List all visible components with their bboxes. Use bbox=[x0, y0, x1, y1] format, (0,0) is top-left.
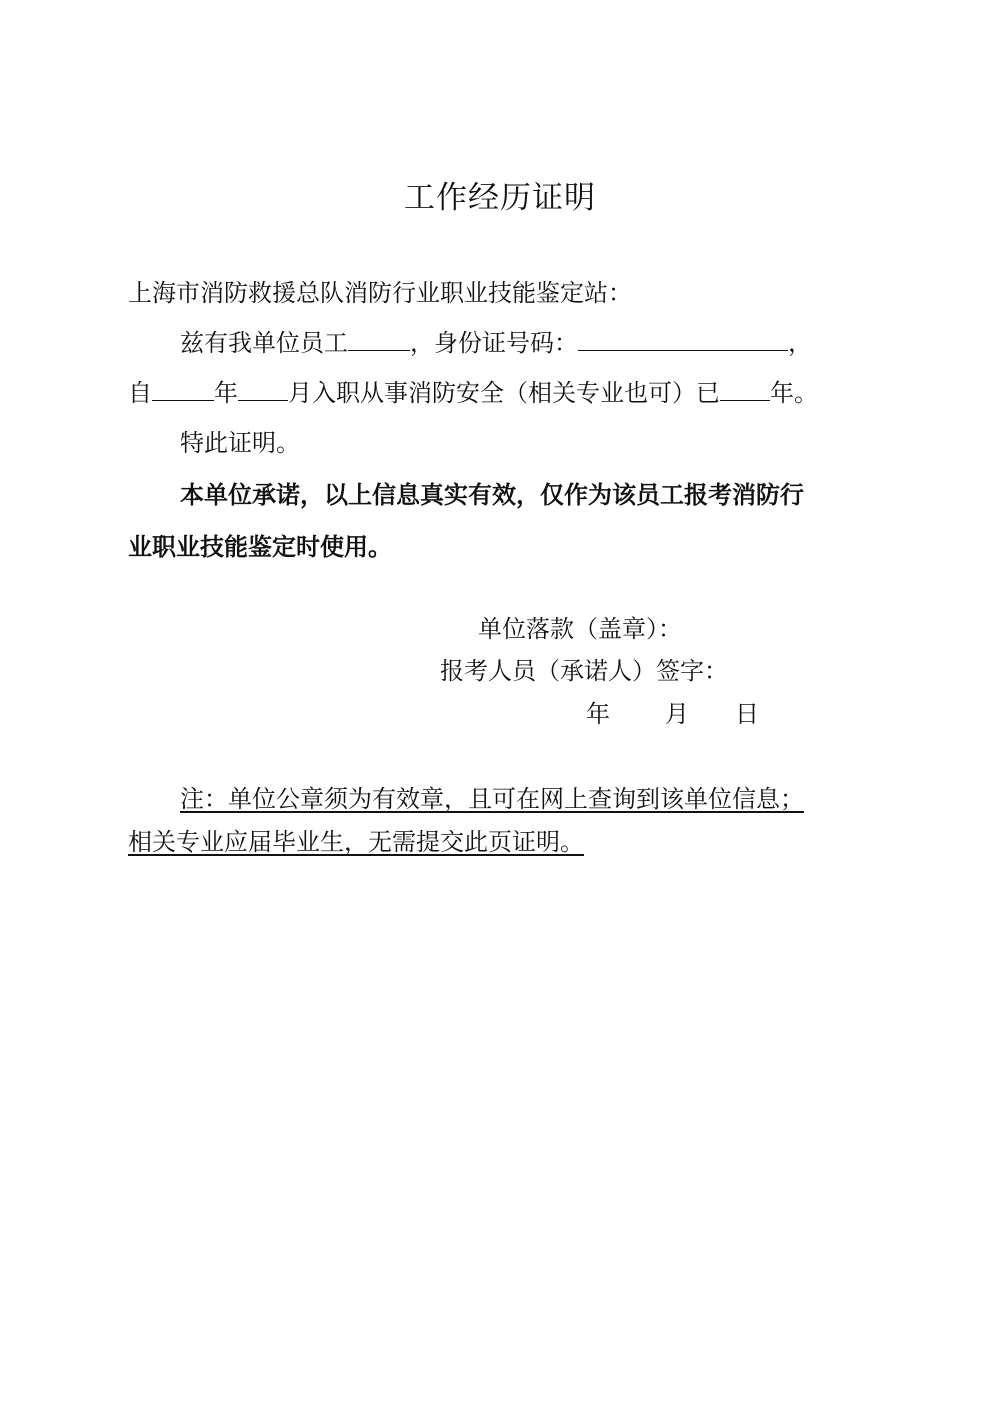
id-number-blank bbox=[578, 328, 788, 351]
note-line-2: 相关专业应届毕业生，无需提交此页证明。 bbox=[128, 828, 584, 856]
start-year-blank bbox=[152, 378, 214, 401]
year-text: 年 bbox=[214, 379, 238, 407]
employment-period-line bbox=[128, 376, 818, 410]
applicant-signature-label: 报考人员（承诺人）签字： bbox=[440, 657, 728, 685]
date-month-label: 月 bbox=[665, 700, 689, 728]
date-year-label: 年 bbox=[586, 700, 610, 728]
employee-name-blank bbox=[348, 328, 410, 351]
salutation: 上海市消防救援总队消防行业职业技能鉴定站： bbox=[128, 279, 632, 307]
start-month-blank bbox=[238, 378, 288, 401]
commitment-line-2: 业职业技能鉴定时使用。 bbox=[128, 533, 392, 561]
document-title: 工作经历证明 bbox=[404, 180, 596, 216]
years-count-blank bbox=[720, 378, 770, 401]
commitment-line-1: 本单位承诺，以上信息真实有效，仅作为该员工报考消防行 bbox=[180, 481, 804, 509]
employee-intro-text: 兹有我单位员工 bbox=[180, 329, 348, 357]
id-number-label: ，身份证号码： bbox=[410, 329, 578, 357]
years-end-text: 年。 bbox=[770, 379, 818, 407]
from-text: 自 bbox=[128, 379, 152, 407]
certify-text: 特此证明。 bbox=[180, 429, 300, 457]
unit-stamp-label: 单位落款（盖章）： bbox=[478, 615, 682, 643]
employment-text: 月入职从事消防安全（相关专业也可）已 bbox=[288, 379, 720, 407]
date-day-label: 日 bbox=[735, 700, 759, 728]
note-line-1: 注：单位公章须为有效章，且可在网上查询到该单位信息； bbox=[180, 785, 804, 813]
comma-text: ， bbox=[788, 329, 812, 357]
employee-info-line bbox=[180, 326, 812, 360]
